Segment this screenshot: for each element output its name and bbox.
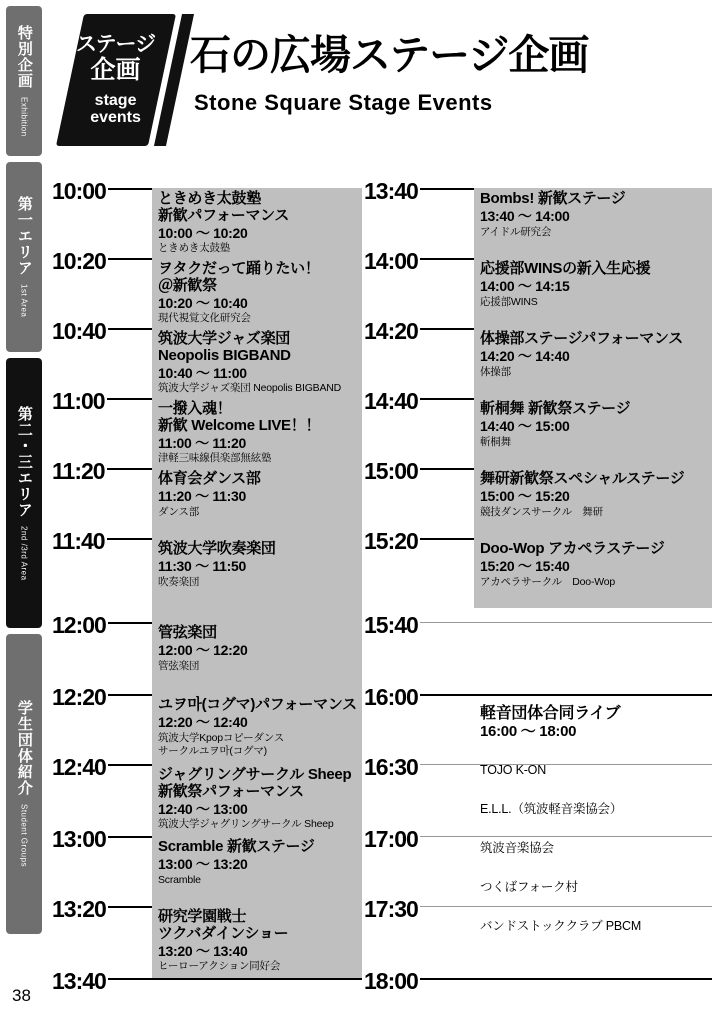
time-label: 12:20	[52, 684, 106, 710]
list-item: E.L.L.（筑波軽音楽協会）	[480, 801, 623, 816]
time-label: 13:00	[52, 826, 106, 852]
event-block[interactable]	[152, 258, 362, 328]
time-label: 15:40	[364, 612, 418, 638]
event-organizer: ときめき太鼓塾	[158, 242, 231, 255]
event-time: 13:20 ～ 13:40	[158, 942, 248, 959]
sidebar-item-label-en: Student Groups	[19, 804, 29, 868]
event-name: 斬桐舞 新歓祭ステージ	[480, 400, 631, 417]
event-block[interactable]	[152, 622, 362, 694]
event-organizer: アイドル研究会	[480, 225, 552, 238]
event-organizer: 津軽三味線倶楽部無絃塾	[158, 452, 272, 465]
event-block[interactable]	[474, 468, 712, 538]
time-label: 17:30	[364, 896, 418, 922]
event-organizer: 吹奏楽団	[158, 575, 200, 588]
event-name: 体操部ステージパフォーマンス	[480, 330, 683, 347]
time-label: 11:40	[52, 528, 105, 554]
time-label: 14:00	[364, 248, 418, 274]
time-label: 17:00	[364, 826, 418, 852]
event-block[interactable]	[152, 328, 362, 398]
time-rule	[380, 978, 712, 980]
event-name: 舞研新歓祭スペシャルステージ	[480, 470, 685, 487]
event-name: ユヲ마(コグマ)パフォーマンス	[158, 696, 357, 713]
event-block[interactable]	[474, 188, 712, 258]
event-organizer: 筑波大学ジャズ楽団 Neopolis BIGBAND	[158, 382, 342, 395]
time-label: 12:00	[52, 612, 106, 638]
badge-label-jp1: ステージ	[76, 32, 156, 56]
event-time: 14:00 ～ 14:15	[480, 277, 570, 294]
event-block[interactable]	[152, 694, 362, 764]
event-block[interactable]	[152, 764, 362, 836]
list-item: 筑波音楽協会	[480, 840, 554, 855]
event-organizer: 斬桐舞	[480, 435, 511, 448]
time-label: 10:40	[52, 318, 106, 344]
event-name: ヲタクだって踊りたい！ ＠新歓祭	[158, 260, 320, 294]
event-organizer: 競技ダンスサークル 舞研	[480, 505, 603, 518]
event-organizer: ヒーローアクション同好会	[158, 960, 281, 973]
event-organizer: 管弦楽団	[158, 659, 200, 672]
sidebar-item-exhibition[interactable]	[6, 6, 42, 156]
list-item: つくばフォーク村	[480, 879, 578, 894]
event-time: 13:00 ～ 13:20	[158, 855, 248, 872]
time-label: 15:20	[364, 528, 418, 554]
event-organizer: 現代視覚文化研究会	[158, 312, 251, 325]
event-time: 10:40 ～ 11:00	[158, 364, 247, 381]
event-organizer: 体操部	[480, 365, 511, 378]
time-label: 11:00	[52, 388, 105, 414]
event-time: 10:00 ～ 10:20	[158, 224, 248, 241]
event-name: 研究学園戦士 ツクバダインショー	[158, 908, 289, 942]
page-subtitle: Stone Square Stage Events	[194, 90, 493, 115]
time-label: 10:00	[52, 178, 106, 204]
sidebar-item-label-en: Exhibition	[19, 97, 29, 137]
event-name: Doo-Wop アカペラステージ	[480, 540, 665, 557]
time-rule	[380, 622, 712, 623]
event-block[interactable]	[152, 538, 362, 622]
event-time: 11:00 ～ 11:20	[158, 434, 246, 451]
event-name: 管弦楽団	[158, 624, 217, 641]
sidebar-item-label-jp: 特別企画	[15, 25, 33, 90]
event-time: 15:00 ～ 15:20	[480, 487, 570, 504]
page-header	[62, 10, 712, 160]
time-label: 18:00	[364, 968, 418, 994]
event-time: 14:40 ～ 15:00	[480, 417, 570, 434]
event-organizer: 筑波大学ジャグリングサークル Sheep	[158, 818, 334, 831]
sidebar-item-first-area[interactable]	[6, 162, 42, 352]
sidebar-item-label-en: 2nd /3rd Area	[19, 525, 29, 581]
finale-event-block[interactable]	[474, 696, 712, 978]
sidebar-item-student-groups[interactable]	[6, 634, 42, 934]
finale-event-name: 軽音団体合同ライブ	[480, 705, 621, 722]
event-organizer: 筑波大学Kpopコピーダンス サークルユヲ마(コグマ)	[158, 731, 285, 757]
event-organizer: 応援部WINS	[480, 295, 538, 308]
finale-event-time: 16:00 ～ 18:00	[480, 722, 577, 740]
list-item: TOJO K-ON	[480, 762, 547, 777]
page-number: 38	[12, 986, 31, 1005]
time-label: 12:40	[52, 754, 106, 780]
time-label: 14:40	[364, 388, 418, 414]
badge-label-en1: stage	[95, 91, 137, 109]
time-label: 16:30	[364, 754, 418, 780]
event-block[interactable]	[152, 468, 362, 538]
event-time: 13:40 ～ 14:00	[480, 207, 570, 224]
time-label: 14:20	[364, 318, 418, 344]
badge-label-en2: events	[90, 108, 142, 126]
event-time: 12:20 ～ 12:40	[158, 713, 248, 730]
time-label: 13:40	[52, 968, 106, 994]
event-organizer: アカペラサークル Doo-Wop	[480, 575, 616, 588]
event-name: ときめき太鼓塾 新歓パフォーマンス	[158, 190, 290, 224]
event-block[interactable]	[474, 538, 712, 608]
event-organizer: Scramble	[158, 873, 201, 886]
event-time: 15:20 ～ 15:40	[480, 557, 570, 574]
sidebar-item-second-third-area[interactable]	[6, 358, 42, 628]
time-label: 15:00	[364, 458, 418, 484]
event-name: 応援部WINSの新入生応援	[480, 260, 651, 277]
time-label: 11:20	[52, 458, 105, 484]
event-name: 筑波大学ジャズ楽団 Neopolis BIGBAND	[158, 330, 291, 364]
event-name: Bombs! 新歓ステージ	[480, 190, 626, 207]
event-name: 筑波大学吹奏楽団	[158, 540, 276, 557]
sidebar-item-label-en: 1st Area	[19, 284, 29, 318]
list-item: バンドストッククラブ PBCM	[480, 918, 642, 933]
event-time: 11:20 ～ 11:30	[158, 487, 246, 504]
time-label: 13:40	[364, 178, 418, 204]
time-label: 10:20	[52, 248, 106, 274]
side-tab-rail	[6, 6, 42, 966]
event-block[interactable]	[152, 188, 362, 258]
event-block[interactable]	[474, 258, 712, 328]
event-time: 14:20 ～ 14:40	[480, 347, 570, 364]
event-time: 11:30 ～ 11:50	[158, 557, 246, 574]
event-organizer: ダンス部	[158, 505, 199, 518]
event-name: ジャグリングサークル Sheep 新歓祭パフォーマンス	[158, 766, 352, 800]
event-time: 10:20 ～ 10:40	[158, 294, 248, 311]
event-block[interactable]	[152, 836, 362, 906]
event-name: 一撥入魂！ 新歓 Welcome LIVE！！	[158, 400, 321, 434]
event-name: Scramble 新歓ステージ	[158, 838, 315, 855]
page-title: 石の広場ステージ企画	[190, 32, 589, 78]
event-name: 体育会ダンス部	[158, 470, 261, 487]
event-time: 12:40 ～ 13:00	[158, 800, 248, 817]
event-block[interactable]	[152, 906, 362, 978]
time-rule	[68, 978, 362, 980]
badge-label-jp2: 企画	[90, 55, 142, 84]
event-time: 12:00 ～ 12:20	[158, 641, 248, 658]
sidebar-item-label-jp: 第一エリア	[15, 196, 33, 277]
sidebar-item-label-jp: 学生団体紹介	[15, 700, 33, 797]
event-block[interactable]	[152, 398, 362, 468]
time-label: 16:00	[364, 684, 418, 710]
sidebar-item-label-jp: 第二・三エリア	[15, 405, 33, 518]
event-block[interactable]	[474, 328, 712, 398]
event-block[interactable]	[474, 398, 712, 468]
time-label: 13:20	[52, 896, 106, 922]
